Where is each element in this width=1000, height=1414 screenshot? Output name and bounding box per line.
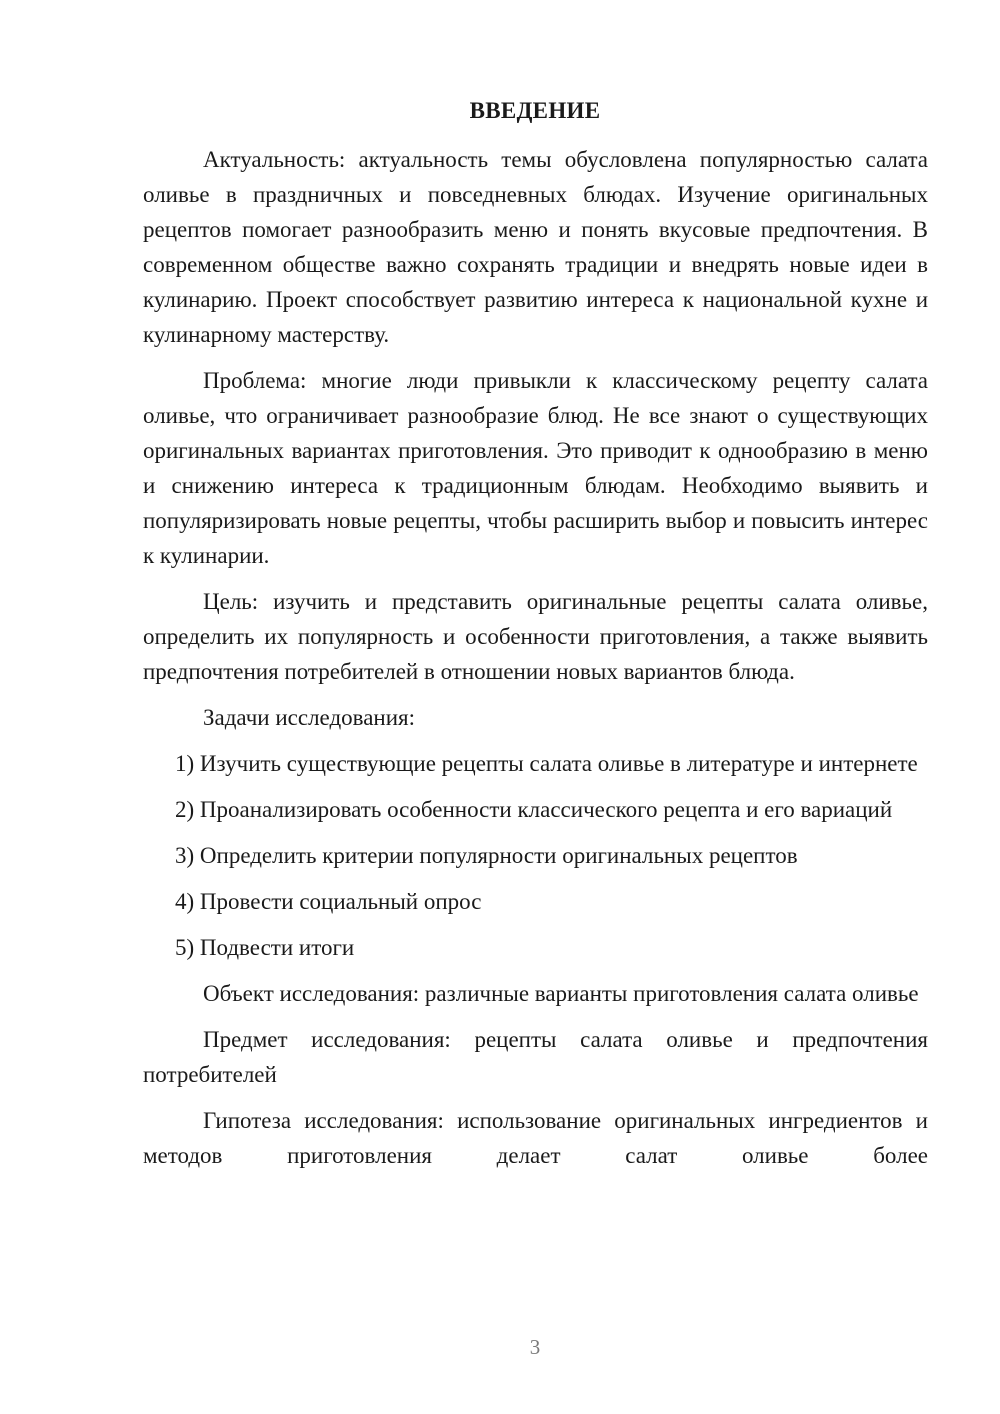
hypothesis-paragraph: Гипотеза исследования: использование оригинальных ингредиентов и методов приготовления делает салат оливье более (143, 1108, 928, 1168)
page-number: 3 (529, 1335, 541, 1359)
document-body (143, 142, 928, 1184)
object-paragraph: Объект исследования: различные варианты приготовления салата оливье (203, 981, 919, 1006)
task-item-3: 3) Определить критерии популярности оригинальных рецептов (175, 843, 798, 868)
task-item-2: 2) Проанализировать особенности классического рецепта и его вариаций (175, 797, 893, 822)
task-item-5: 5) Подвести итоги (175, 935, 355, 960)
problem-paragraph: Проблема: многие люди привыкли к классическому рецепту салата оливье, что ограничивает разнообразие блюд. Не все знают о существующих оригинальных вариантах приготовления. Это приводит к однообразию в меню и снижению интереса к традиционным блюдам. Необходимо выявить и популяризировать новые рецепты, чтобы расширить выбор и повысить интерес к кулинарии. (143, 368, 928, 568)
relevance-paragraph: Актуальность: актуальность темы обусловлена популярностью салата оливье в праздничных и повседневных блюдах. Изучение оригинальных рецептов помогает разнообразить меню и понять вкусовые предпочтения. В современном обществе важно сохранять традиции и внедрять новые идеи в кулинарию. Проект способствует развитию интереса к национальной кухне и кулинарному мастерству. (143, 147, 928, 347)
task-item-4: 4) Провести социальный опрос (175, 889, 482, 914)
tasks-heading: Задачи исследования: (203, 705, 416, 730)
subject-paragraph: Предмет исследования: рецепты салата оливье и предпочтения потребителей (143, 1027, 928, 1087)
goal-paragraph: Цель: изучить и представить оригинальные рецепты салата оливье, определить их популярность и особенности приготовления, а также выявить предпочтения потребителей в отношении новых вариантов блюда. (143, 589, 928, 684)
section-title: ВВЕДЕНИЕ (469, 98, 601, 123)
task-item-1: 1) Изучить существующие рецепты салата оливье в литературе и интернете (175, 751, 918, 776)
